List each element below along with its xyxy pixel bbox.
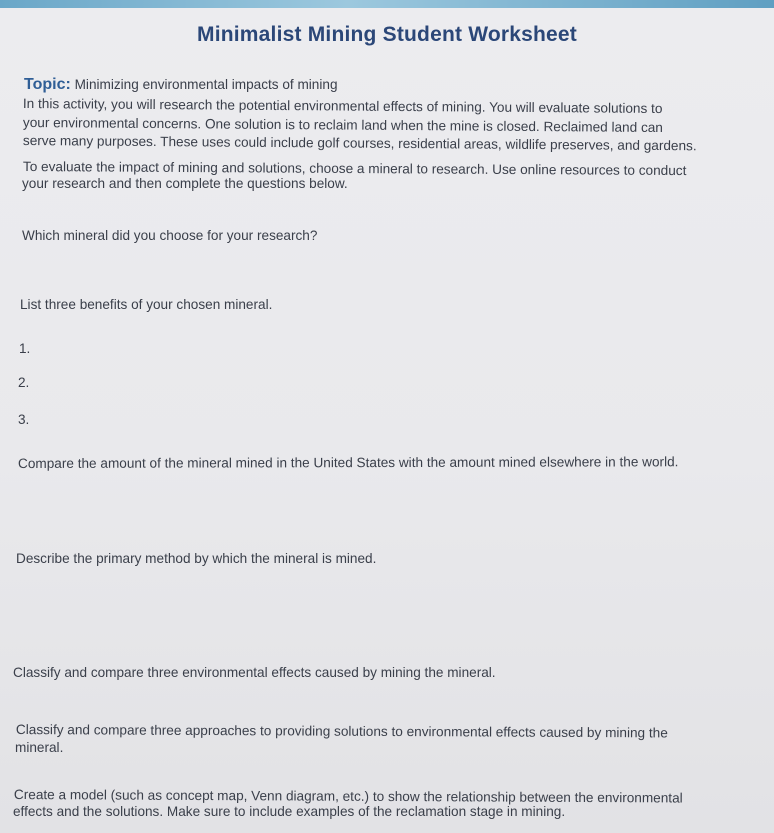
question-compare: Compare the amount of the mineral mined in the United States with the amount mined elsewhere in the world.	[18, 454, 679, 471]
question-model-line-1: Create a model (such as concept map, Venn diagram, etc.) to show the relationship between the environmental	[13, 787, 683, 806]
question-benefits: List three benefits of your chosen mineral.	[20, 297, 273, 312]
benefit-number-2: 2.	[18, 375, 30, 390]
topic-text: Minimizing environmental impacts of mining	[74, 77, 338, 92]
benefit-number-3: 3.	[18, 412, 30, 427]
question-method: Describe the primary method by which the mineral is mined.	[16, 551, 377, 566]
topic-label: Topic:	[24, 76, 71, 93]
instruction-line-2: your research and then complete the questions below.	[22, 176, 348, 191]
question-model-line-2: effects and the solutions. Make sure to include examples of the reclamation stage in mining.	[13, 804, 566, 819]
instruction-line-1: To evaluate the impact of mining and solutions, choose a mineral to research. Use online resources to conduct	[22, 158, 687, 179]
intro-line-3: serve many purposes. These uses could include golf courses, residential areas, wildlife preserves, and gardens.	[22, 132, 697, 154]
question-mineral: Which mineral did you choose for your research?	[22, 228, 318, 243]
question-effects: Classify and compare three environmental effects caused by mining the mineral.	[13, 665, 496, 680]
intro-line-2: your environmental concerns. One solution is to reclaim land when the mine is closed. Reclaimed land can	[22, 114, 663, 136]
question-solutions-line-2: mineral.	[15, 740, 64, 755]
question-solutions-line-1: Classify and compare three approaches to providing solutions to environmental effects caused by mining the	[15, 722, 668, 741]
benefit-number-1: 1.	[19, 341, 31, 356]
top-accent-bar	[0, 0, 774, 8]
worksheet-title: Minimalist Mining Student Worksheet	[197, 23, 577, 46]
topic-line	[24, 75, 338, 96]
intro-line-1: In this activity, you will research the potential environmental effects of mining. You will evaluate solutions to	[22, 95, 663, 117]
